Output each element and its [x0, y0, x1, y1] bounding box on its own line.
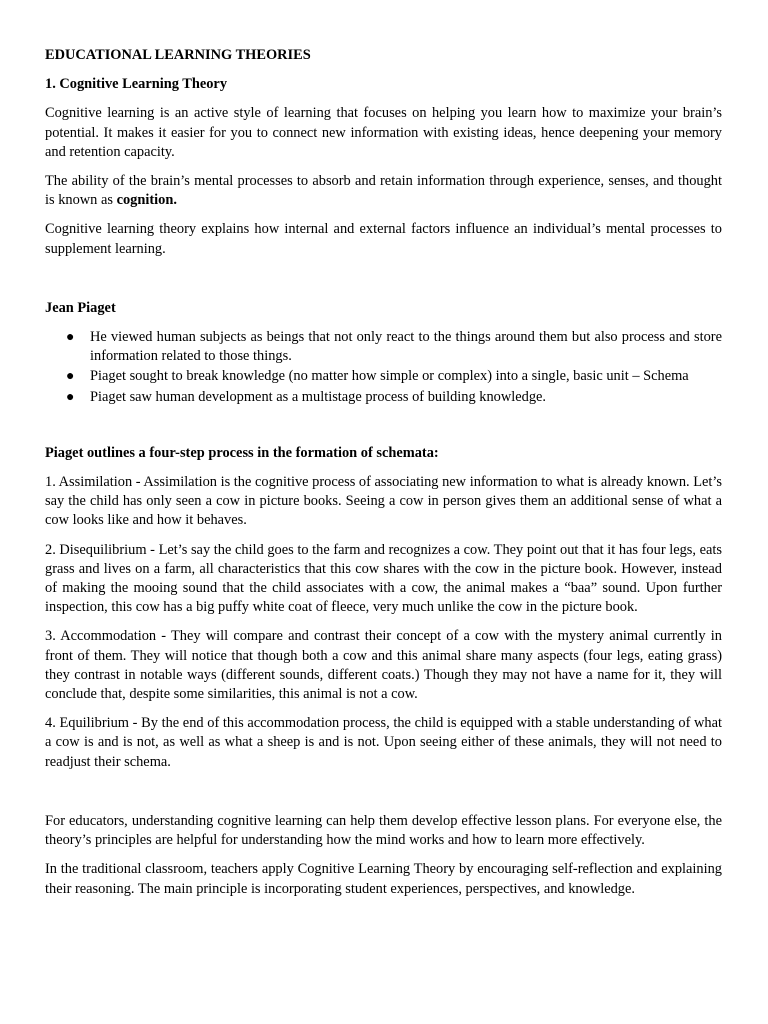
list-item — [45, 388, 722, 407]
section-heading-jean-piaget: Jean Piaget — [45, 299, 116, 316]
bullet-icon: ● — [66, 369, 75, 385]
bullet-icon: ● — [66, 389, 75, 405]
bullet-icon: ● — [66, 330, 75, 346]
paragraph-cognitive-learning-definition: Cognitive learning is an active style of learning that focuses on helping you learn how to maximize your brain’s potential. It makes it easier for you to connect new information with existing ideas, hence deepening your memory and retention capacity. — [45, 105, 722, 160]
paragraph-cognitive-learning-theory: Cognitive learning theory explains how internal and external factors influence an individual’s mental processes to supplement learning. — [45, 221, 722, 257]
step-accommodation: 3. Accommodation - They will compare and contrast their concept of a cow with the mystery animal currently in front of them. They will notice that though both a cow and this animal share many aspects (four legs, eating grass) they contrast in notable ways (different sounds, different coats.) Though they may not have a name for it, they will conclude that, despite some similarities, this animal is not a cow. — [45, 628, 722, 703]
cognition-term: cognition. — [116, 192, 177, 209]
paragraph-educators: For educators, understanding cognitive learning can help them develop effective lesson plans. For everyone else, the theory’s principles are helpful for understanding how the mind works and how to learn more effectively. — [45, 812, 722, 849]
paragraph-cognition-text: The ability of the brain’s mental processes to absorb and retain information through experience, senses, and thought is known as — [45, 173, 722, 209]
piaget-bullet-list — [45, 328, 722, 407]
paragraph-traditional-classroom: In the traditional classroom, teachers apply Cognitive Learning Theory by encouraging self-reflection and explaining their reasoning. The main principle is incorporating student experiences, perspectives, and knowledge. — [45, 861, 722, 897]
spacer — [45, 782, 722, 812]
step-assimilation: 1. Assimilation - Assimilation is the cognitive process of associating new information to what is already known. Let’s say the child has only seen a cow in picture books. Seeing a cow in person gives them an additional sense of what a cow looks like and how it behaves. — [45, 474, 722, 529]
step-equilibrium: 4. Equilibrium - By the end of this accommodation process, the child is equipped with a stable understanding of what a cow is and is not, as well as what a sheep is and is not. Upon seeing either of these animals, they will not need to readjust their schema. — [45, 715, 722, 770]
list-item — [45, 328, 722, 366]
list-item-text: Piaget saw human development as a multistage process of building knowledge. — [90, 388, 547, 405]
section-heading-four-step-process: Piaget outlines a four-step process in the formation of schemata: — [45, 444, 439, 461]
document-page — [45, 46, 722, 909]
step-disequilibrium: 2. Disequilibrium - Let’s say the child goes to the farm and recognizes a cow. They point out that it has four legs, eats grass and lives on a farm, all characteristics that this cow shares with the cow in the picture book. However, instead of making the mooing sound that the child associates with a cow, the animal makes a “baa” sound. Upon further inspection, this cow has a big puffy white coat of fleece, very much unlike the cow in the picture book. — [45, 541, 722, 616]
paragraph-cognition-definition — [45, 172, 722, 210]
spacer — [45, 269, 722, 299]
list-item — [45, 367, 722, 386]
list-item-text: Piaget sought to break knowledge (no matter how simple or complex) into a single, basic unit – Schema — [90, 368, 689, 385]
list-item-text: He viewed human subjects as beings that not only react to the things around them but also process and store information related to those things. — [90, 329, 722, 365]
spacer — [45, 408, 722, 444]
section-heading-cognitive-learning-theory: 1. Cognitive Learning Theory — [45, 76, 228, 93]
document-title: EDUCATIONAL LEARNING THEORIES — [45, 47, 311, 63]
